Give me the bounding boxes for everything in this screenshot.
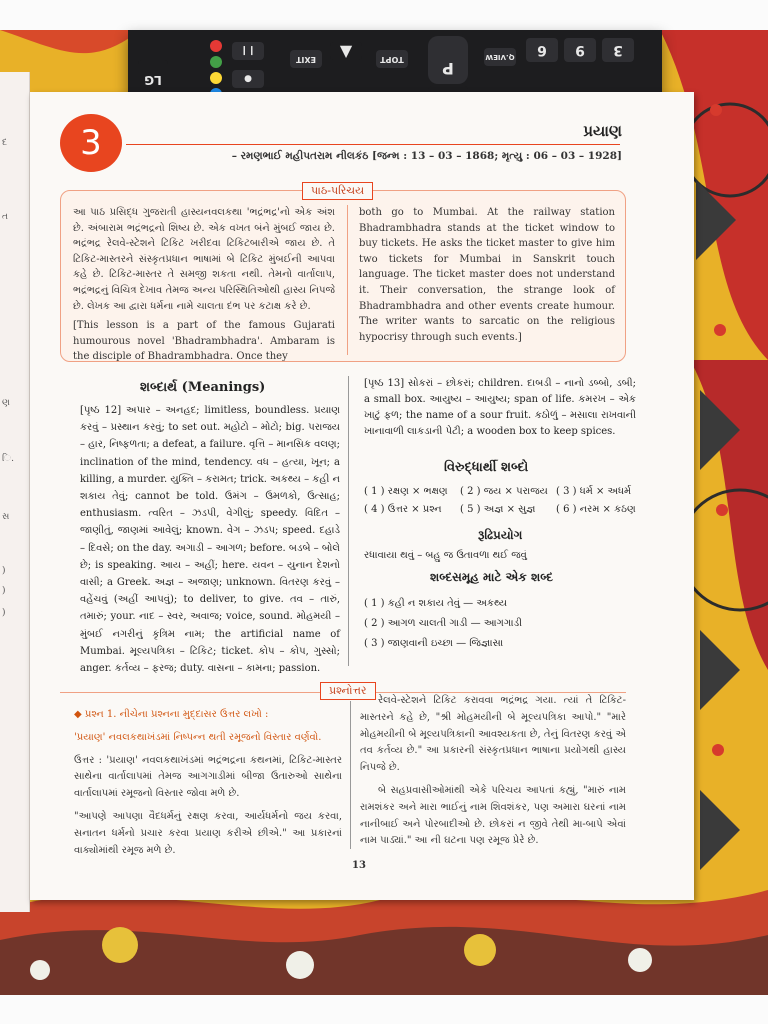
chapter-title: પ્રયાણ bbox=[583, 122, 622, 140]
meanings-heading: શબ્દાર્થ (Meanings) bbox=[140, 380, 266, 395]
answer-paragraph: બે સહપ્રવાસીઓમાંથી એકે પરિચય આપતાં કહ્યું, "મારું નામ રામશંકર અને મારા ભાઈનું નામ શિવશંકર, પણ અમારા ઘરનાં નામ નાનીબાઈ અને પોરબાદીઓ છે. છોકરાં ન જીવે તેથી મા-બાપે એવાં નામ પાડ્યાં." આ ની ઘટના પણ રમૂજ પ્રેરે છે. bbox=[360, 784, 626, 847]
adjacent-page-edge bbox=[0, 72, 30, 912]
left-page-fragment: ત bbox=[2, 212, 8, 222]
remote-color-button-yellow bbox=[210, 72, 222, 84]
remote-qview-key: Q.VIEW bbox=[484, 48, 516, 66]
questions-left-column bbox=[74, 707, 342, 865]
remote-number-key: 9 bbox=[564, 38, 596, 62]
opposites-row bbox=[364, 486, 644, 497]
intro-gujarati-text: આ પાઠ પ્રસિદ્ધ ગુજરાતી હાસ્યનવલકથા 'ભદ્રંભદ્ર'નો એક અંશ છે. અંબારામ ભદ્રંભદ્રનો શિષ્ય છે. એક વખત બંને મુંબઈ જાય છે. ભદ્રંભદ્ર રેલવે-સ્ટેશને ટિકિટ ખરીદવા ટિકિટબારીએ જાય છે. તે ટિકિટ-માસ્તરને સંસ્કૃતપ્રધાન ભાષામાં બે ટિકિટ મુંબઈની આપવા કહે છે. ટિકિટ-માસ્તર તે સમજી શકતા નથી. તેમનો વાર્તાલાપ, ભદ્રંભદ્રનું વિચિત્ર દેખાવ તેમજ અન્ય પરિસ્થિતિઓથી હાસ્ય નિપજે છે. લેખક આ દ્વારા ધર્મના નામે ચાલતા દંભ પર કટાક્ષ કરે છે. bbox=[73, 207, 335, 312]
remote-color-button-green bbox=[210, 56, 222, 68]
left-page-fragment: ) bbox=[2, 586, 6, 596]
one-word-heading: શબ્દસમૂહ માટે એક શબ્દ bbox=[430, 570, 554, 584]
column-divider bbox=[350, 701, 351, 849]
answer-paragraph: રેલવે-સ્ટેશને ટિકિટ કરાવવા ભદ્રંભદ્ર ગયા. ત્યાં તે ટિકિટ-માસ્તરને કહે છે, "શ્રી મોહમયીની બે મૂલ્યપત્રિકા આપો." "મારે મોહમયીની બે મૂલ્યપત્રિકાની આવશ્યકતા છે, તેનું વિતરણ કરવું એ તવ કર્તવ્ય છે." આ પ્રકારની સંસ્કૃતપ્રધાન ભાષાના પ્રયોગથી હાસ્ય નિપજે છે. bbox=[360, 695, 626, 774]
remote-brand-logo: LG bbox=[138, 60, 168, 100]
column-divider bbox=[348, 376, 349, 666]
opposites-row bbox=[364, 504, 644, 515]
intro-left-column bbox=[73, 205, 335, 369]
opposite-pair: ( 6 ) નરમ × કઠણ bbox=[556, 504, 636, 515]
author-line: – રમણભાઈ મહીપતરામ નીલકંઠ [જન્મ : 13 – 03 – 1868; મૃત્યુ : 06 – 03 – 1928] bbox=[231, 150, 622, 162]
question-text: 'પ્રયાણ' નવલકથાખંડમાં નિષ્પન્ન થતી રમૂજનો વિસ્તાર વર્ણવો. bbox=[74, 731, 322, 743]
answer-paragraph: "આપણે આપણા વૈદધર્મનું રક્ષણ કરવા, આર્યધર્મનો જય કરવા, સનાતન ધર્મનો પ્રચાર કરવા પ્રયાણ કરીએ છીએ." આ પ્રકારનાં વાક્યોમાંથી રમૂજ મળે છે. bbox=[74, 810, 342, 856]
one-word-item: ( 1 ) કહી ન શકાય તેવું — અકથ્ય bbox=[364, 598, 508, 609]
image-border-bottom bbox=[0, 995, 768, 1024]
chapter-number-badge: 3 bbox=[60, 114, 122, 172]
textbook-page bbox=[30, 92, 694, 900]
question-label: ◆ પ્રશ્ન 1. નીચેના પ્રશ્નના મુદ્દાસર ઉત્તર લખો : bbox=[74, 709, 269, 720]
opposite-pair: ( 4 ) ઉત્તર × પ્રશ્ન bbox=[364, 504, 442, 515]
remote-number-key: 3 bbox=[602, 38, 634, 62]
image-border-top bbox=[0, 0, 768, 30]
left-page-fragment: સ bbox=[2, 512, 10, 522]
opposite-pair: ( 3 ) ધર્મ × અધર્મ bbox=[556, 486, 632, 497]
idiom-text: રધાવાયા થવું – બહુ જ ઉતાવળા થઈ જવું bbox=[364, 550, 527, 561]
introduction-box bbox=[60, 190, 626, 362]
left-page-fragment: દ bbox=[2, 138, 8, 148]
left-page-fragment: ણ bbox=[2, 398, 10, 408]
opposite-pair: ( 1 ) રક્ષણ × ભક્ષણ bbox=[364, 486, 448, 497]
intro-english-continued: both go to Mumbai. At the railway station Bhadrambhadra stands at the ticket window to buy tickets. He asks the ticket master to give him two tickets for Mumbai in Sanskrit touch language. The ticket master does not understand it. Their conversation, the strange look of Bhadrambhadra and other events create humour. The writer wants to sarcatic on the religious hypocrisy through such events.] bbox=[359, 207, 615, 343]
remote-number-key: 6 bbox=[526, 38, 558, 62]
remote-pause-key: ❙❙ bbox=[232, 42, 264, 60]
remote-page-key: P bbox=[428, 36, 468, 84]
left-page-fragment: િ. bbox=[2, 454, 15, 464]
questions-section bbox=[60, 692, 626, 856]
intro-english-start: [This lesson is a part of the famous Gujarati humourous novel 'Bhadrambhadra'. Ambaram is the disciple of Bhadrambhadra. Once they bbox=[73, 320, 335, 363]
meanings-right-column: [પૃષ્ઠ 13] સોકરાં – છોકરાં; children. દાબડી – નાનો ડબ્બો, ડબી; a small box. આયુષ્ય – આયુષ્ય; span of life. કમરખ – એક ખાટું ફળ; the name of a sour fruit. કઠોળું – મસાલા રાખવાની ખાનાવાળી લાકડાની પેટી; a wooden box to keep spices. bbox=[364, 378, 636, 437]
answer-paragraph: ઉત્તર : 'પ્રયાણ' નવલકથાખંડમાં ભદ્રંભદ્રના કથનમાં, ટિકિટ-માસ્તર સાથેના વાર્તાલાપમાં તેમજ આગગાડીમાં બીજા ઉતારુઓ સાથેના વાર્તાલાપમાં રમૂજનો વિસ્તાર જોવા મળે છે. bbox=[74, 754, 342, 800]
remote-record-key: ● bbox=[232, 70, 264, 88]
remote-down-arrow-icon: ▼ bbox=[330, 42, 362, 60]
left-page-fragment: ) bbox=[2, 608, 6, 618]
opposites-heading: વિરુદ્ધાર્થી શબ્દો bbox=[444, 460, 529, 475]
opposite-pair: ( 2 ) જય × પરાજય bbox=[460, 486, 548, 497]
questions-right-column bbox=[360, 693, 626, 856]
opposite-pair: ( 5 ) અજ્ઞ × સુજ્ઞ bbox=[460, 504, 536, 515]
remote-color-button-red bbox=[210, 40, 222, 52]
remote-exit-key: EXIT bbox=[290, 50, 322, 68]
one-word-item: ( 2 ) આગળ ચાલતી ગાડી — આગગાડી bbox=[364, 618, 522, 629]
page-number: 13 bbox=[352, 860, 366, 871]
intro-heading: પાઠ-પરિચય bbox=[302, 182, 373, 200]
column-divider bbox=[347, 205, 348, 355]
left-page-fragment: ) bbox=[2, 566, 6, 576]
idiom-heading: રૂઢિપ્રયોગ bbox=[478, 528, 523, 542]
remote-topt-key: TOPT bbox=[376, 50, 408, 68]
questions-heading: પ્રશ્નોત્તર bbox=[320, 682, 376, 700]
meanings-left-column: [પૃષ્ઠ 12] અપાર – અનહદ; limitless, boundless. પ્રયાણ કરવું – પ્રસ્થાન કરવું; to set out. મહોટો – મોટો; big. પરાજય – હાર, નિષ્ફળતા; a defeat, a failure. વૃત્તિ – માનસિક વલણ; inclination of the mind, tendency. વધ – હત્યા, ખૂન; a killing, a murder. યુક્તિ – કરામત; trick. અકથ્ય – કહી ન શકાય તેવું; cannot be told. ઉમંગ – ઉમળકો, ઉત્સાહ; enthusiasm. ત્વરિત – ઝડપી, વેગીલું; speedy. વિદિત – જાણીતું, જાણમાં આવેલું; known. વેગ – ઝડપ; speed. દહાડે – દિવસે; on the day. અગાડી – આગળ; before. બડબે – બોલે છે; is speaking. આય – અહીં; here. યવન – યુનાન દેશનો વાસી; a Greek. અજ્ઞ – અજાણ; unknown. વિતરણ કરવું – વહેંચવું (અહીં આપવું); to deliver, to give. તવ – તારું, તમારું; your. નાદ – સ્વર, અવાજ; voice, sound. મોહમયી – મુંબઈ નગરીનું કૃત્રિમ નામ; the artificial name of Mumbai. મૂલ્યપત્રિકા – ટિકિટ; ticket. કોપ – કોપ, ગુસ્સો; anger. કર્તવ્ય – ફરજ; duty. વાસના – કામના; passion. bbox=[80, 405, 340, 675]
heading-rule bbox=[126, 144, 620, 145]
one-word-item: ( 3 ) જાણવાની ઇચ્છા — જિજ્ઞાસા bbox=[364, 638, 504, 649]
